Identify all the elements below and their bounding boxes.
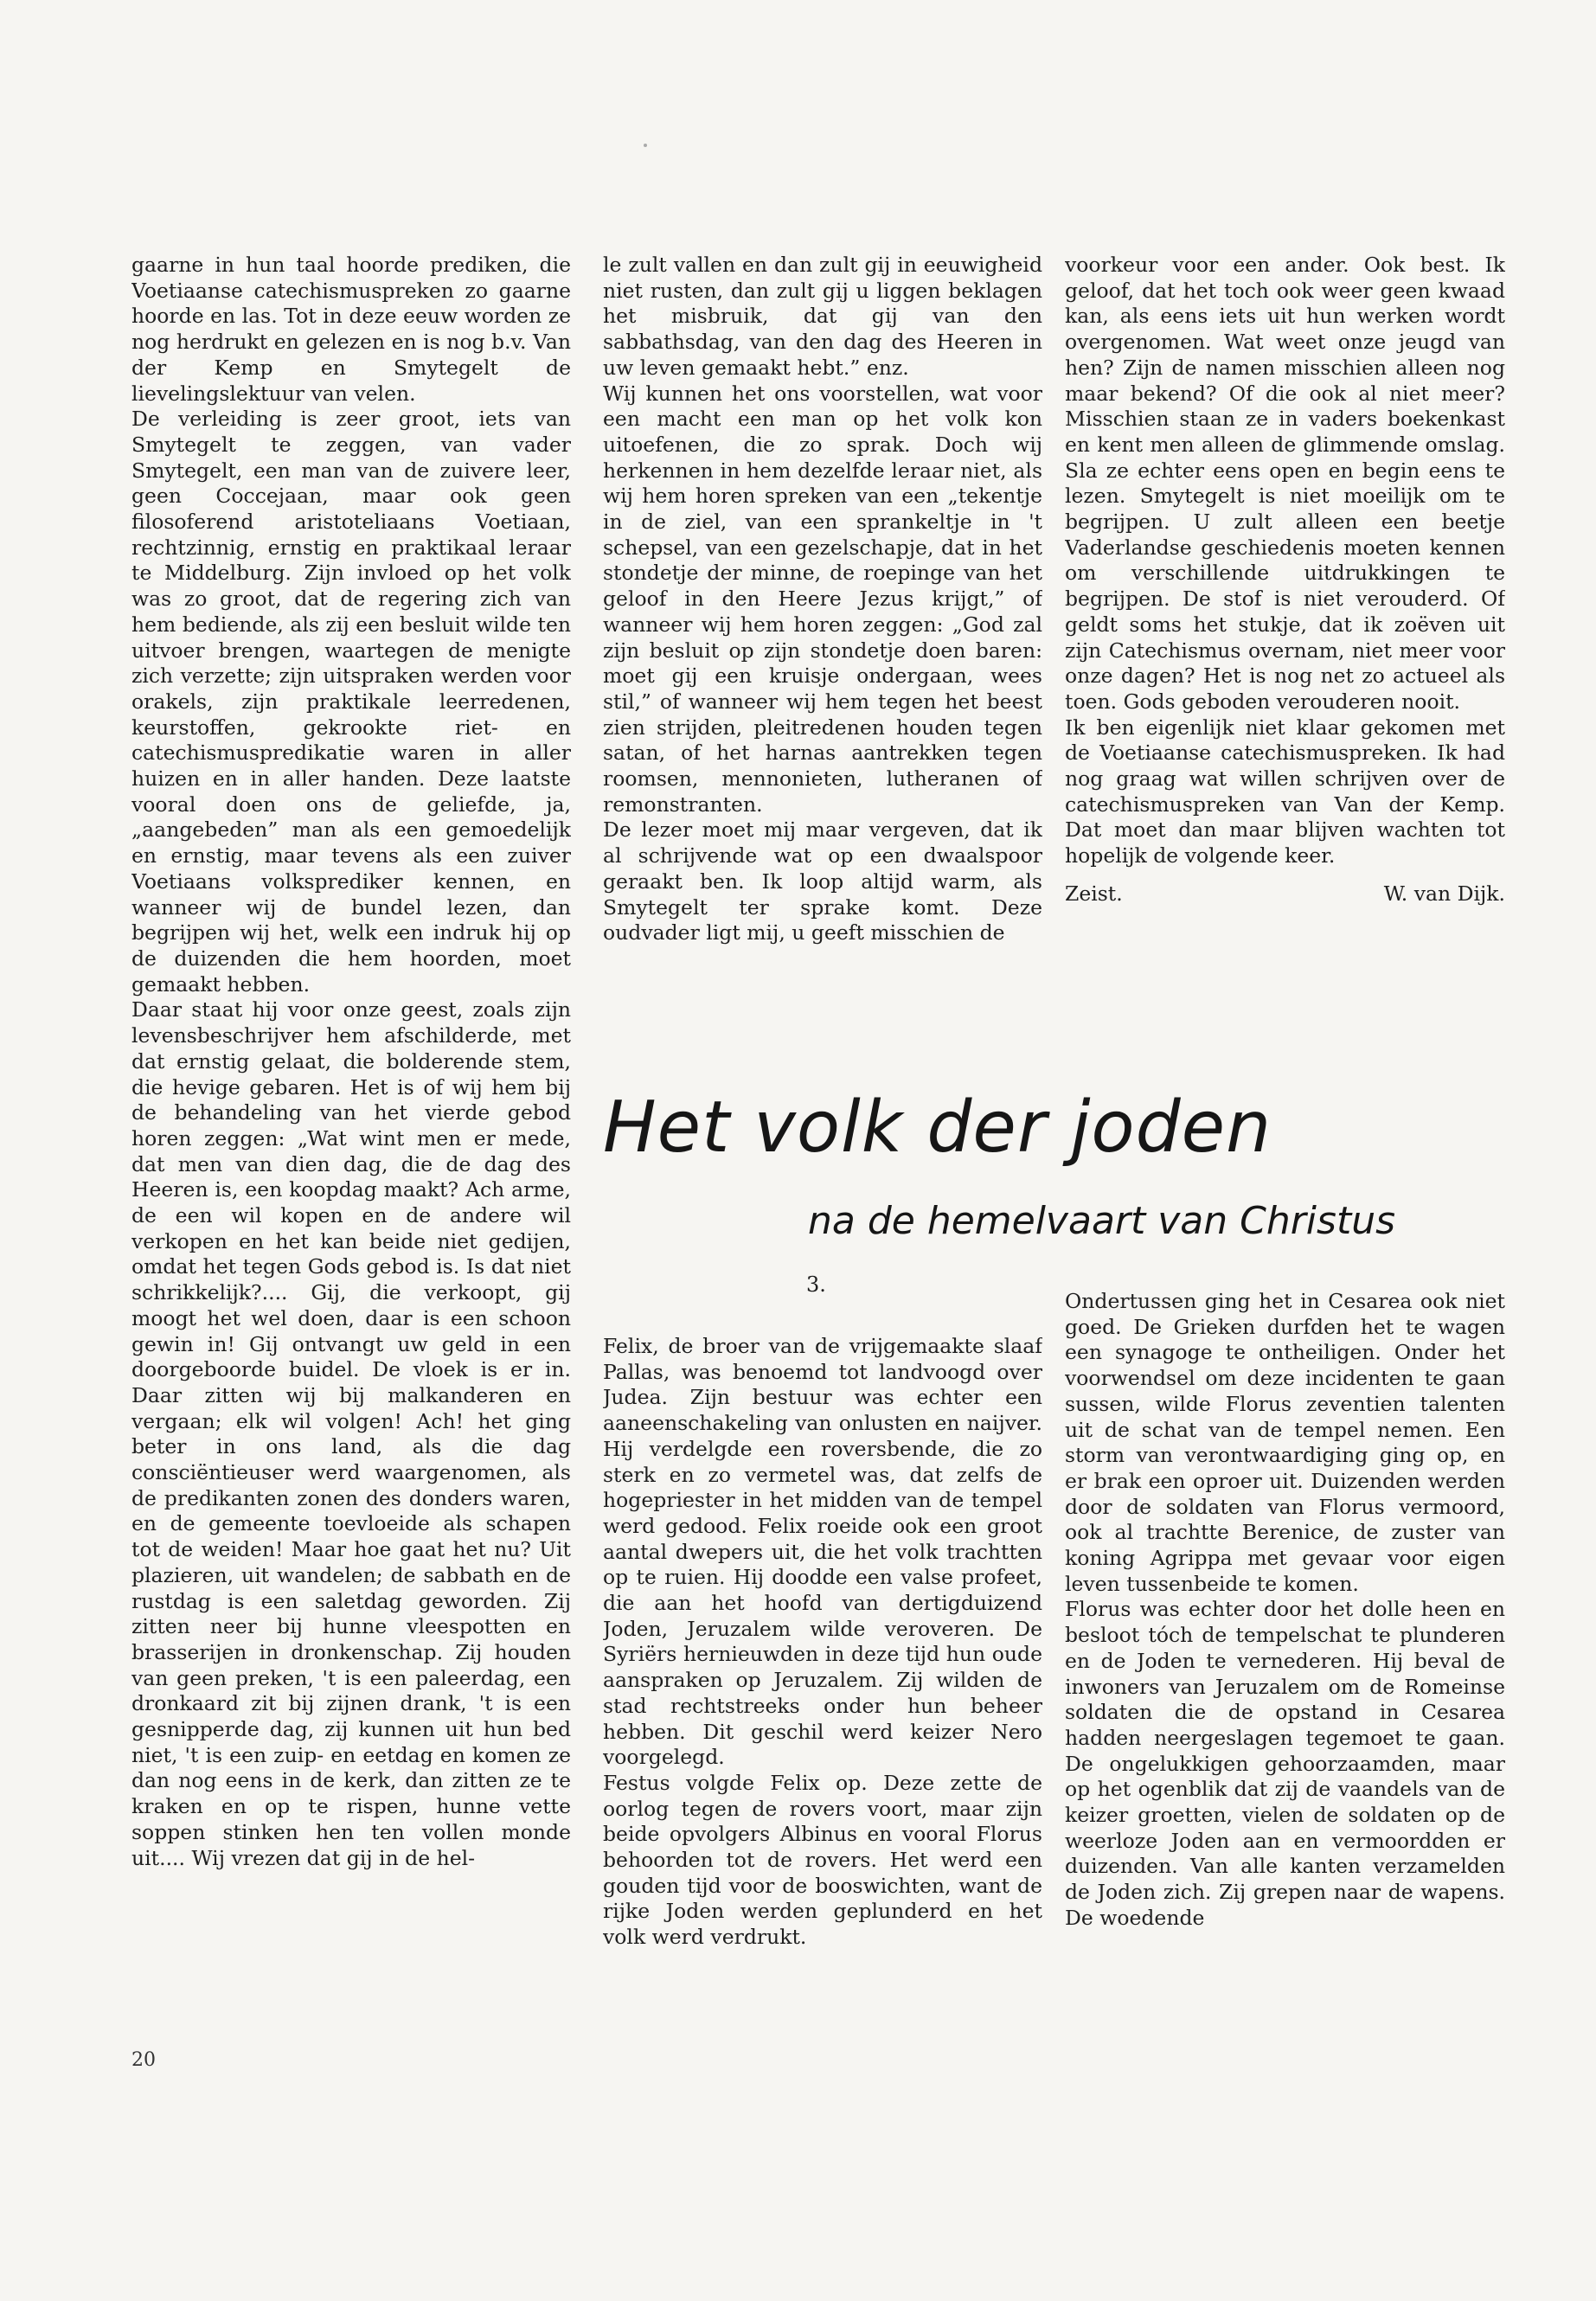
paragraph: Festus volgde Felix op. Deze zette de oorlog tegen de rovers voort, maar zijn beide opvolgers Albinus en vooral Florus behoorden tot de rovers. Het werd een gouden tijd voor de booswichten, want de rijke Joden werden geplunderd en het volk werd verdrukt. [603, 1770, 1042, 1950]
signature-line [1065, 881, 1505, 907]
print-speck [644, 144, 647, 147]
paragraph: gaarne in hun taal hoorde prediken, die Voetiaanse catechismuspreken zo gaarne hoorde en las. Tot in deze eeuw worden ze nog herdrukt en gelezen en is nog b.v. Van der Kemp en Smytegelt de lievelingslektuur van velen. [131, 253, 571, 406]
article1-column-1 [131, 253, 571, 2061]
article1-column-2 [603, 253, 1042, 1031]
place: Zeist. [1065, 881, 1123, 906]
article2-column-2 [1065, 1289, 1505, 2033]
author: W. van Dijk. [1383, 881, 1505, 906]
paragraph: voorkeur voor een ander. Ook best. Ik geloof, dat het toch ook weer geen kwaad kan, als eens iets uit hun werken wordt overgenomen. Wat weet onze jeugd van hen? Zijn de namen misschien alleen nog maar bekend? Of die ook al niet meer? Misschien staan ze in vaders boekenkast en kent men alleen de glimmende omslag. Sla ze echter eens open en begin eens te lezen. Smytegelt is niet moeilijk om te begrijpen. U zult alleen een beetje Vaderlandse geschiedenis moeten kennen om verschillende uitdrukkingen te begrijpen. De stof is niet verouderd. Of geldt soms het stukje, dat ik zoëven uit zijn Catechismus overnam, niet meer voor onze dagen? Het is nog net zo actueel als toen. Gods geboden verouderen nooit. [1065, 253, 1505, 714]
page-number: 20 [131, 2049, 156, 2071]
paragraph: le zult vallen en dan zult gij in eeuwigheid niet rusten, dan zult gij u liggen beklagen het misbruik, dat gij van den sabbathsdag, van den dag des Heeren in uw leven gemaakt hebt.” enz. [603, 253, 1042, 380]
article1-column-3 [1065, 253, 1505, 1031]
article-title: Het volk der joden [603, 1086, 1272, 1169]
paragraph: De lezer moet mij maar vergeven, dat ik al schrijvende wat op een dwaalspoor geraakt ben. Ik loop altijd warm, als Smytegelt ter sprake komt. Deze oudvader ligt mij, u geeft misschien de [603, 817, 1042, 945]
paragraph: Ik ben eigenlijk niet klaar gekomen met de Voetiaanse catechismuspreken. Ik had nog graag wat willen schrijven over de catechismuspreken van Van der Kemp. Dat moet dan maar blijven wachten tot hopelijk de volgende keer. [1065, 715, 1505, 868]
paragraph: Felix, de broer van de vrijgemaakte slaaf Pallas, was benoemd tot landvoogd over Judea. Zijn bestuur was echter een aaneenschakeling van onlusten en naijver. Hij verdelgde een roversbende, die zo sterk en zo vermetel was, dat zelfs de hogepriester in het midden van de tempel werd gedood. Felix roeide ook een groot aantal dwepers uit, die het volk trachtten op te ruien. Hij doodde een valse profeet, die aan het hoofd van dertigduizend Joden, Jeruzalem wilde veroveren. De Syriërs hernieuwden in deze tijd hun oude aanspraken op Jeruzalem. Zij wilden de stad rechtstreeks onder hun beheer hebben. Dit geschil werd keizer Nero voorgelegd. [603, 1334, 1042, 1770]
paragraph: Wij kunnen het ons voorstellen, wat voor een macht een man op het volk kon uitoefenen, die zo sprak. Doch wij herkennen in hem dezelfde leraar niet, als wij hem horen spreken van een „tekentje in de ziel, van een sprankeltje in 't schepsel, van een gezelschapje, dat in het stondetje der minne, de roepinge van het geloof in den Heere Jezus krijgt,” of wanneer wij hem horen zeggen: „God zal zijn besluit op zijn stondetje doen baren: moet gij een kruisje ondergaan, wees stil,” of wanneer wij hem tegen het beest zien strijden, pleitredenen houden tegen satan, of het harnas aantrekken tegen roomsen, mennonieten, lutheranen of remonstranten. [603, 381, 1042, 817]
article2-column-1 [603, 1289, 1042, 2033]
section-number: 3. [806, 1272, 826, 1297]
paragraph: De verleiding is zeer groot, iets van Smytegelt te zeggen, van vader Smytegelt, een man van de zuivere leer, geen Coccejaan, maar ook geen filosoferend aristoteliaans Voetiaan, rechtzinnig, ernstig en praktikaal leraar te Middelburg. Zijn invloed op het volk was zo groot, dat de regering zich van hem bediende, als zij een besluit wilde ten uitvoer brengen, waartegen de menigte zich verzette; zijn uitspraken werden voor orakels, zijn praktikale leerredenen, keurstoffen, gekrookte riet- en catechismuspredikatie waren in aller huizen en in aller handen. Deze laatste vooral doen ons de geliefde, ja, „aangebeden” man als een gemoedelijk en ernstig, maar tevens als een zuiver Voetiaans volksprediker kennen, en wanneer wij de bundel lezen, dan begrijpen wij het, welk een indruk hij op de duizenden die hem hoorden, moet gemaakt hebben. [131, 407, 571, 997]
paragraph: Florus was echter door het dolle heen en besloot tóch de tempelschat te plunderen en de Joden te vernederen. Hij beval de inwoners van Jeruzalem om de Romeinse soldaten die de opstand in Cesarea hadden neergeslagen tegemoet te gaan. De ongelukkigen gehoorzaamden, maar op het ogenblik dat zij de vaandels van de keizer groetten, vielen de soldaten op de weerloze Joden aan en vermoordden er duizenden. Van alle kanten verzamelden de Joden zich. Zij grepen naar de wapens. De woedende [1065, 1597, 1505, 1930]
article-subtitle: na de hemelvaart van Christus [808, 1199, 1396, 1243]
paragraph: Ondertussen ging het in Cesarea ook niet goed. De Grieken durfden het te wagen een synagoge te ontheiligen. Onder het voorwendsel om deze incidenten te gaan sussen, wilde Florus zeventien talenten uit de schat van de tempel nemen. Een storm van verontwaardiging ging op, en er brak een oproer uit. Duizenden werden door de soldaten van Florus vermoord, ook al trachtte Berenice, de zuster van koning Agrippa met gevaar voor eigen leven tussenbeide te komen. [1065, 1289, 1505, 1596]
paragraph: Daar staat hij voor onze geest, zoals zijn levensbeschrijver hem afschilderde, met dat ernstig gelaat, die bolderende stem, die hevige gebaren. Het is of wij hem bij de behandeling van het vierde gebod horen zeggen: „Wat wint men er mede, dat men van dien dag, die de dag des Heeren is, een koopdag maakt? Ach arme, de een wil kopen en de andere wil verkopen en het kan beide niet gedijen, omdat het tegen Gods gebod is. Is dat niet schrikkelijk?.... Gij, die verkoopt, gij moogt het wel doen, daar is een schoon gewin in! Gij ontvangt uw geld in een doorgeboorde buidel. De vloek is er in. Daar zitten wij bij malkanderen en vergaan; elk wil volgen! Ach! het ging beter in ons land, als die dag consciëntieuser werd waargenomen, als de predikanten zonen des donders waren, en de gemeente toevloeide als schapen tot de weiden! Maar hoe gaat het nu? Uit plazieren, uit wandelen; de sabbath en de rustdag is een saletdag geworden. Zij zitten neer bij hunne vleespotten en brasserijen in dronkenschap. Zij houden van geen preken, 't is een paleerdag, een dronkaard zit bij zijnen drank, 't is een gesnipperde dag, zij kunnen uit hun bed niet, 't is een zuip- en eetdag en komen ze dan nog eens in de kerk, dan zitten ze te kraken en op te rispen, hunne vette soppen stinken hen ten vollen monde uit.... Wij vrezen dat gij in de hel- [131, 997, 571, 1870]
